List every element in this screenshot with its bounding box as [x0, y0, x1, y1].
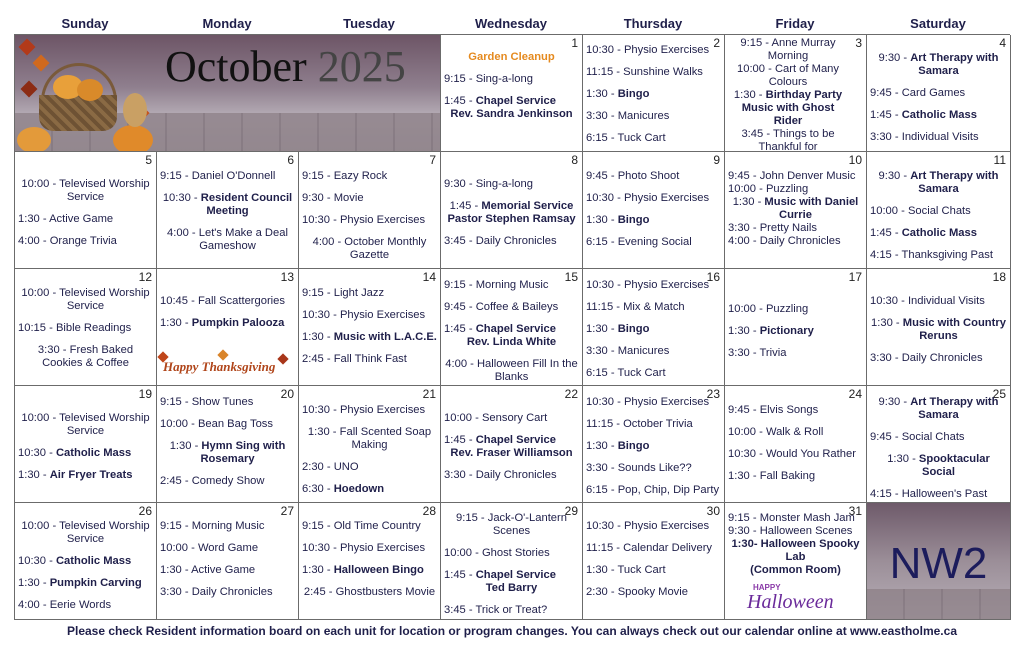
day-cell-28: [299, 503, 441, 620]
event: 10:30 - Would You Rather: [728, 448, 856, 460]
event: 3:30 - Trivia: [728, 347, 787, 359]
event: 10:30 - Resident Council Meeting: [162, 192, 293, 217]
event: 9:15 - Morning Music: [444, 279, 549, 291]
day-number: 11: [993, 153, 1006, 167]
day-number: 17: [848, 270, 862, 284]
event: 1:30 - Air Fryer Treats: [18, 469, 133, 481]
event: 9:45 - Coffee & Baileys: [444, 301, 559, 313]
event: 3:45 - Trick or Treat?: [444, 604, 548, 616]
event: 10:00 - Puzzling: [728, 303, 809, 315]
day-number: 27: [280, 504, 294, 518]
day-number: 30: [706, 504, 720, 518]
event: 10:00 - Sensory Cart: [444, 412, 548, 424]
day-number: 10: [848, 153, 862, 167]
thanksgiving-text: Happy Thanksgiving: [163, 359, 276, 374]
event: 9:15 - Light Jazz: [302, 287, 385, 299]
event: 1:45 - Chapel Service: [444, 569, 556, 581]
pumpkin-icon: [17, 127, 51, 152]
unit-label: NW2: [889, 539, 988, 588]
event-detail: Rev. Sandra Jenkinson: [450, 108, 573, 120]
event: 1:30 - Halloween Bingo: [302, 564, 424, 576]
event: 4:00 - Halloween Fill In the Blanks: [445, 358, 578, 383]
footer-note: Please check Resident information board on each unit for location or program changes. You can always check out our calendar online at www.eastholme.ca: [66, 624, 957, 638]
day-number: 21: [422, 387, 436, 401]
day-friday: Friday: [775, 16, 815, 31]
day-cell-20: [157, 386, 299, 503]
day-cell-25: [867, 386, 1011, 503]
event: 1:45 - Chapel Service: [444, 95, 556, 107]
gourd-icon: [123, 93, 147, 127]
event: 3:45 - Daily Chronicles: [444, 235, 557, 247]
event: Garden Cleanup: [468, 51, 555, 63]
day-cell-13: [157, 269, 299, 386]
year: 2025: [317, 42, 406, 91]
event: 9:45 - Card Games: [870, 87, 966, 99]
day-number: 19: [138, 387, 152, 401]
event: 10:00 - Walk & Roll: [728, 426, 824, 438]
event: 1:30 - Bingo: [586, 214, 650, 226]
day-cell-30: [583, 503, 725, 620]
event: 3:30 - Daily Chronicles: [160, 586, 273, 598]
day-number: 14: [422, 270, 436, 284]
event: 3:45 - Things to be Thankful for: [741, 128, 835, 152]
event: 1:30 - Music with L.A.C.E.: [302, 331, 437, 343]
day-number: 26: [138, 504, 152, 518]
event-detail: Rev. Fraser Williamson: [450, 447, 573, 459]
event: 4:15 - Halloween's Past: [870, 488, 988, 500]
basket-body: [39, 95, 117, 131]
event: 2:45 - Comedy Show: [160, 475, 265, 487]
day-number: 13: [280, 270, 294, 284]
leaf-icon: [19, 39, 36, 56]
event: 10:00 - Bean Bag Toss: [160, 418, 273, 430]
event: 10:00 - Cart of Many Colours: [737, 63, 839, 88]
day-cell-15: [441, 269, 583, 386]
calendar: [14, 14, 1010, 620]
day-number: 29: [564, 504, 578, 518]
event: 10:00 - Televised Worship Service: [21, 178, 150, 203]
event: 1:30 - Pictionary: [728, 325, 814, 337]
event-detail: Rev. Linda White: [466, 336, 557, 348]
day-cell-19: [15, 386, 157, 503]
day-cell-14: [299, 269, 441, 386]
event-detail: Ted Barry: [485, 582, 538, 594]
event: 10:00 - Word Game: [160, 542, 259, 554]
event: 1:30 - Tuck Cart: [586, 564, 666, 576]
day-number: 4: [999, 36, 1006, 50]
event: 3:30 - Fresh Baked Cookies & Coffee: [37, 344, 134, 369]
event: 4:00 - Daily Chronicles: [728, 235, 841, 247]
event: 4:00 - Eerie Words: [18, 599, 112, 611]
day-number: 15: [564, 270, 578, 284]
day-cell-8: [441, 152, 583, 269]
event: 9:30 - Art Therapy with Samara: [878, 170, 999, 195]
event: 9:15 - Eazy Rock: [302, 170, 388, 182]
event: 4:00 - October Monthly Gazette: [312, 236, 427, 261]
event: 10:30 - Physio Exercises: [302, 214, 426, 226]
event: 9:30 - Movie: [302, 192, 364, 204]
event: 11:15 - Mix & Match: [586, 301, 685, 313]
event: 9:15 - Old Time Country: [302, 520, 421, 532]
event: 2:45 - Fall Think Fast: [302, 353, 407, 365]
event: 9:30 - Art Therapy with Samara: [878, 52, 999, 77]
day-number: 8: [571, 153, 578, 167]
event: 1:30 - Active Game: [18, 213, 114, 225]
day-cell-21: [299, 386, 441, 503]
event: 1:30 - Bingo: [586, 323, 650, 335]
event: 2:30 - Spooky Movie: [586, 586, 688, 598]
month-banner: [15, 35, 441, 152]
event: 3:30 - Daily Chronicles: [870, 352, 983, 364]
day-number: 24: [848, 387, 862, 401]
event: 10:00 - Puzzling: [728, 183, 809, 195]
event: 10:00 - Televised Worship Service: [21, 520, 150, 545]
event: 9:15 - Jack-O'-Lantern Scenes: [456, 512, 567, 537]
day-number: 6: [287, 153, 294, 167]
event: 4:00 - Let's Make a Deal Gameshow: [167, 227, 288, 252]
event: 11:15 - October Trivia: [586, 418, 693, 430]
event: 9:30 - Halloween Scenes: [728, 525, 853, 537]
event: 10:30 - Physio Exercises: [586, 192, 710, 204]
day-number: 3: [855, 36, 862, 50]
calendar-grid: [14, 34, 1010, 620]
event: 1:30 - Bingo: [586, 440, 650, 452]
day-cell-11: [867, 152, 1011, 269]
day-number: 2: [713, 36, 720, 50]
unit-label-panel: [867, 503, 1011, 620]
event: 1:45 - Memorial Service Pastor Stephen Ramsay: [447, 200, 576, 225]
day-cell-26: [15, 503, 157, 620]
event: 1:30- Halloween Spooky Lab: [731, 538, 860, 563]
event: 6:15 - Pop, Chip, Dip Party: [586, 484, 720, 496]
event: 1:30 - Music with Country Reruns: [871, 317, 1006, 342]
event: 2:30 - UNO: [302, 461, 359, 473]
event: 10:30 - Catholic Mass: [18, 555, 132, 567]
halloween-text: Halloween: [747, 591, 834, 613]
day-cell-5: [15, 152, 157, 269]
day-cell-3: [725, 35, 867, 152]
event: 1:30 - Active Game: [160, 564, 256, 576]
pumpkin-icon: [113, 125, 153, 152]
day-number: 7: [429, 153, 436, 167]
leaf-icon: [21, 81, 38, 98]
weekday-header: [14, 14, 1010, 34]
day-cell-6: [157, 152, 299, 269]
event: 3:30 - Individual Visits: [870, 131, 979, 143]
halloween-graphic: [745, 583, 855, 617]
event: 1:30 - Bingo: [586, 88, 650, 100]
event: 9:15 - Morning Music: [160, 520, 265, 532]
event: 9:45 - Social Chats: [870, 431, 965, 443]
event: 9:15 - Show Tunes: [160, 396, 254, 408]
event: 9:45 - Elvis Songs: [728, 404, 819, 416]
event: 1:30 - Pumpkin Palooza: [160, 317, 285, 329]
event: 6:30 - Hoedown: [302, 483, 385, 495]
event: 1:45 - Chapel Service: [444, 434, 556, 446]
event: 1:30 - Birthday Party Music with Ghost Rider: [733, 89, 843, 127]
day-wednesday: Wednesday: [474, 16, 547, 31]
day-cell-10: [725, 152, 867, 269]
day-number: 25: [992, 387, 1006, 401]
event: 10:30 - Physio Exercises: [586, 396, 710, 408]
event: 9:45 - Photo Shoot: [586, 170, 680, 182]
day-cell-18: [867, 269, 1011, 386]
day-cell-17: [725, 269, 867, 386]
event: 9:15 - Sing-a-long: [444, 73, 533, 85]
day-cell-7: [299, 152, 441, 269]
event: 1:30 - Pumpkin Carving: [18, 577, 142, 589]
event: 1:30 - Music with Daniel Currie: [732, 196, 859, 221]
day-cell-4: [867, 35, 1011, 152]
month-name: October: [165, 42, 307, 91]
event: 4:15 - Thanksgiving Past: [870, 249, 993, 261]
day-cell-27: [157, 503, 299, 620]
event: 9:30 - Sing-a-long: [444, 178, 533, 190]
day-cell-16: [583, 269, 725, 386]
day-thursday: Thursday: [623, 16, 683, 31]
event: 11:15 - Sunshine Walks: [586, 66, 703, 78]
day-number: 18: [992, 270, 1006, 284]
event: 10:00 - Ghost Stories: [444, 547, 550, 559]
event: 3:30 - Daily Chronicles: [444, 469, 557, 481]
event: 10:30 - Catholic Mass: [18, 447, 132, 459]
leaf-icon: [33, 55, 50, 72]
event: 1:30 - Hymn Sing with Rosemary: [169, 440, 286, 465]
event: 1:45 - Catholic Mass: [870, 227, 977, 239]
thanksgiving-graphic: [159, 353, 295, 383]
day-number: 5: [145, 153, 152, 167]
day-cell-2: [583, 35, 725, 152]
event: 9:45 - John Denver Music: [728, 170, 856, 182]
event: 1:30 - Fall Baking: [728, 470, 816, 482]
event: 6:15 - Tuck Cart: [586, 132, 666, 144]
event: 10:30 - Physio Exercises: [302, 309, 426, 321]
event: 10:30 - Physio Exercises: [302, 542, 426, 554]
event: 1:45 - Catholic Mass: [870, 109, 977, 121]
event: 4:00 - Orange Trivia: [18, 235, 117, 247]
day-monday: Monday: [202, 16, 252, 31]
day-cell-24: [725, 386, 867, 503]
leaf-icon: [277, 353, 288, 364]
day-number: 16: [706, 270, 720, 284]
day-number: 28: [422, 504, 436, 518]
event: 3:30 - Manicures: [586, 345, 670, 357]
day-saturday: Saturday: [910, 16, 966, 31]
event: 3:30 - Manicures: [586, 110, 670, 122]
day-number: 12: [138, 270, 152, 284]
event: 9:15 - Daniel O'Donnell: [160, 170, 276, 182]
event: 10:45 - Fall Scattergories: [160, 295, 285, 307]
day-cell-29: [441, 503, 583, 620]
day-number: 31: [848, 504, 862, 518]
event: 10:30 - Physio Exercises: [586, 279, 710, 291]
event: 6:15 - Tuck Cart: [586, 367, 666, 379]
event: 2:45 - Ghostbusters Movie: [303, 586, 436, 598]
event: 1:30 - Spooktacular Social: [887, 453, 990, 478]
event: 10:15 - Bible Readings: [18, 322, 132, 334]
day-number: 1: [571, 36, 578, 50]
month-title: [165, 41, 406, 92]
panel-deck: [867, 589, 1010, 619]
pumpkin-icon: [77, 79, 103, 101]
event: 10:00 - Social Chats: [870, 205, 971, 217]
event: 9:15 - Monster Mash Jam: [728, 512, 855, 524]
event: 3:30 - Sounds Like??: [586, 462, 692, 474]
event: 10:00 - Televised Worship Service: [21, 412, 150, 437]
event: 3:30 - Pretty Nails: [728, 222, 817, 234]
halloween-small-text: HAPPY: [753, 583, 781, 592]
event: 6:15 - Evening Social: [586, 236, 692, 248]
event-detail: (Common Room): [750, 564, 841, 576]
event: 10:30 - Individual Visits: [870, 295, 985, 307]
day-sunday: Sunday: [61, 16, 109, 31]
event: 9:15 - Anne Murray Morning: [740, 37, 836, 62]
day-number: 23: [706, 387, 720, 401]
day-number: 22: [564, 387, 578, 401]
event: 1:30 - Fall Scented Soap Making: [307, 426, 432, 451]
day-cell-22: [441, 386, 583, 503]
event: 10:30 - Physio Exercises: [302, 404, 426, 416]
day-number: 9: [713, 153, 720, 167]
event: 10:30 - Physio Exercises: [586, 520, 710, 532]
day-cell-9: [583, 152, 725, 269]
day-tuesday: Tuesday: [343, 16, 395, 31]
day-cell-12: [15, 269, 157, 386]
event: 11:15 - Calendar Delivery: [586, 542, 713, 554]
event: 10:00 - Televised Worship Service: [21, 287, 150, 312]
event: 9:30 - Art Therapy with Samara: [878, 396, 999, 421]
event: 1:45 - Chapel Service: [444, 323, 556, 335]
day-cell-1: [441, 35, 583, 152]
day-cell-31: [725, 503, 867, 620]
day-cell-23: [583, 386, 725, 503]
event: 10:30 - Physio Exercises: [586, 44, 710, 56]
day-number: 20: [280, 387, 294, 401]
